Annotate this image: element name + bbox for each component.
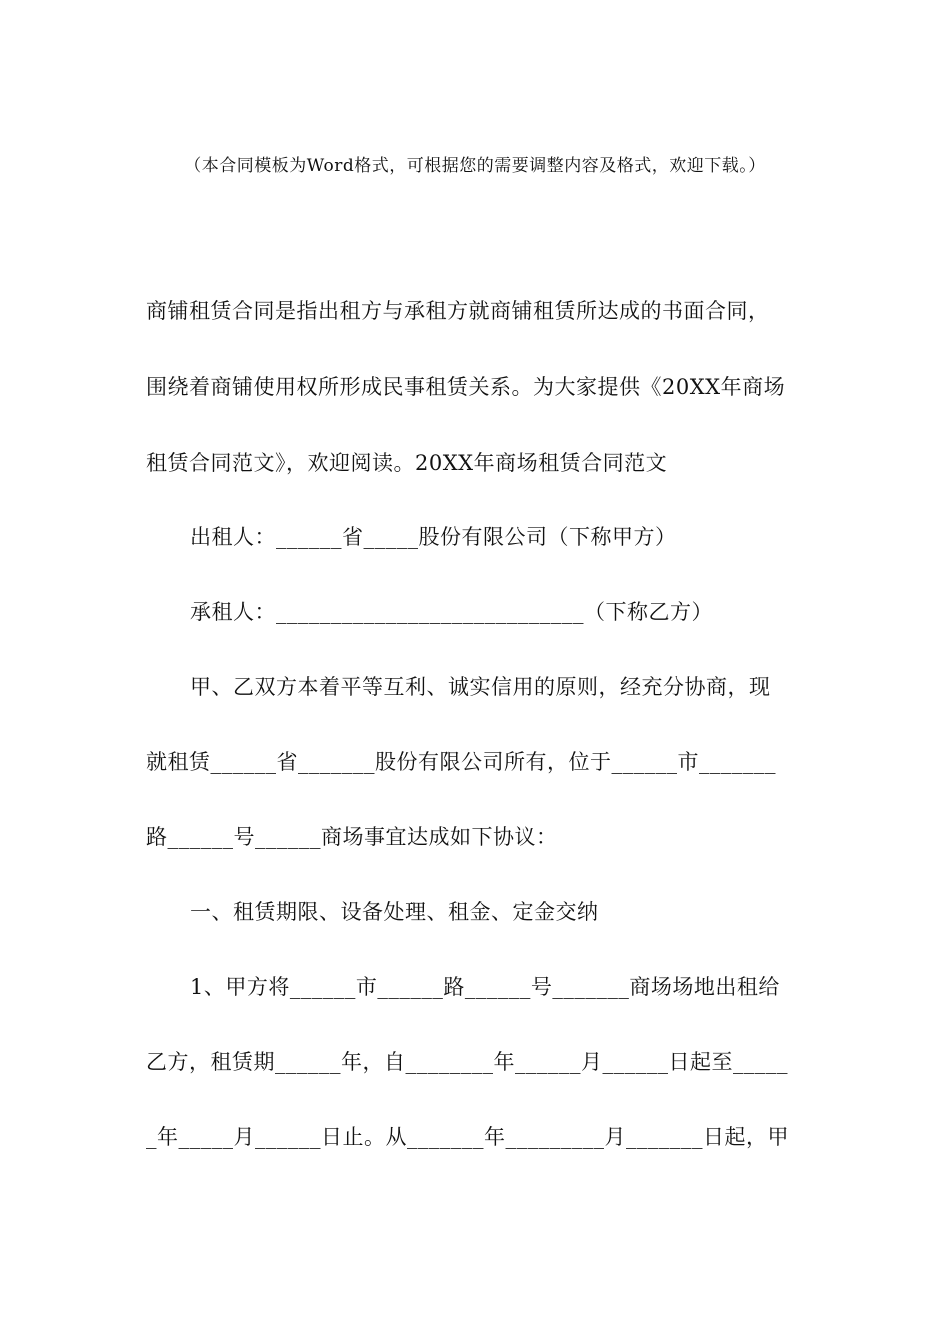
paragraph-line: 就租赁______省_______股份有限公司所有，位于______市_______ — [146, 750, 776, 774]
paragraph-line: 围绕着商铺使用权所形成民事租赁关系。为大家提供《20XX年商场 — [146, 375, 786, 399]
paragraph-line: 路______号______商场事宜达成如下协议： — [146, 825, 558, 849]
paragraph-line: 乙方，租赁期______年，自________年______月______日起至_____ — [146, 1050, 788, 1074]
lessor-line: 出租人：______省_____股份有限公司（下称甲方） — [190, 525, 677, 549]
paragraph-line: 商铺租赁合同是指出租方与承租方就商铺租赁所达成的书面合同， — [146, 299, 770, 323]
paragraph-line: 租赁合同范文》，欢迎阅读。20XX年商场租赁合同范文 — [146, 451, 668, 475]
lessee-line: 承租人：____________________________（下称乙方） — [190, 600, 713, 624]
paragraph-line: 甲、乙双方本着平等互利、诚实信用的原则，经充分协商，现 — [190, 675, 771, 699]
paragraph-line: _年_____月______日止。从_______年_________月_______日起，甲 — [146, 1125, 789, 1149]
template-note: （本合同模板为Word格式，可根据您的需要调整内容及格式，欢迎下载。） — [184, 156, 766, 176]
paragraph-line: 1、甲方将______市______路______号_______商场场地出租给 — [190, 975, 780, 999]
section-heading: 一、租赁期限、设备处理、租金、定金交纳 — [190, 900, 599, 924]
